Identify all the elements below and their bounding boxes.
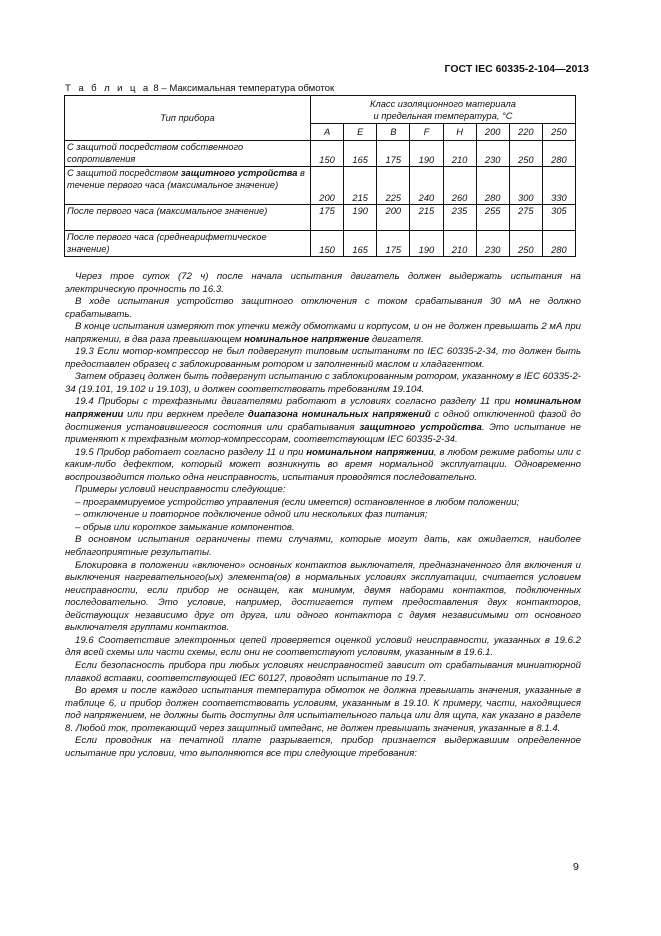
- text-run: 19.3 Если мотор-компрессор не был подвергнут типовым испытаниям по IEC 60335-2-34, то должен быть предоставлен образец с заблокированным ротором и заполненный маслом и хладагентом.: [65, 346, 581, 370]
- table-cell: 175: [377, 141, 410, 167]
- table-cell: 200: [377, 205, 410, 231]
- body-text: [65, 271, 581, 760]
- header-class-220: 220: [509, 124, 542, 141]
- paragraph: [65, 497, 581, 510]
- text-run: 19.5 Прибор работает согласно разделу 11 и при: [75, 446, 307, 458]
- bold-term: номинальном напряжении: [65, 396, 581, 421]
- header-class-b: B: [377, 124, 410, 141]
- row-label: [65, 141, 311, 167]
- table-cell: 210: [443, 141, 476, 167]
- table-cell: 150: [311, 141, 344, 167]
- table-cell: 190: [344, 205, 377, 231]
- table-row: [65, 231, 576, 257]
- header-class-200: 200: [476, 124, 509, 141]
- header-class-e: E: [344, 124, 377, 141]
- table-cell: 175: [377, 231, 410, 257]
- table-cell: 190: [410, 231, 443, 257]
- row-label: [65, 167, 311, 205]
- text-run: Через трое суток (72 ч) после начала испытания двигатель должен выдержать испытания на электрическую прочность по 16.3.: [65, 271, 581, 295]
- table-cell: 280: [542, 141, 575, 167]
- text-run: или при верхнем пределе: [123, 409, 248, 421]
- text-run: 19.4 Приборы с трехфазными двигателями работают в условиях согласно разделу 11 при: [75, 396, 515, 408]
- table-cell: 305: [542, 205, 575, 231]
- text-run: Если проводник на печатной плате разрывается, прибор признается выдержавшим определенное испытание при условии, что выполняются все три следующие требования:: [65, 735, 581, 759]
- page-number: 9: [573, 861, 579, 873]
- header-class-h: H: [443, 124, 476, 141]
- table-cell: 240: [410, 167, 443, 205]
- table-cell: 165: [344, 141, 377, 167]
- table-cell: 225: [377, 167, 410, 205]
- table-cell: 165: [344, 231, 377, 257]
- bold-term: номинальном напряжении: [306, 446, 434, 458]
- table-cell: 175: [311, 205, 344, 231]
- table-cell: 190: [410, 141, 443, 167]
- header-class-a: A: [311, 124, 344, 141]
- row-label: [65, 231, 311, 257]
- table-cell: 230: [476, 231, 509, 257]
- table-cell: 250: [509, 141, 542, 167]
- table-cell: 330: [542, 167, 575, 205]
- text-run: В конце испытания измеряют ток утечки между обмотками и корпусом, и он не должен превышать 2 мА при напряжении, в два раза превышающем: [65, 321, 581, 345]
- text-run: – отключение и повторное подключение одной или нескольких фаз питания;: [75, 509, 428, 521]
- paragraph: [65, 447, 581, 485]
- paragraph: [65, 522, 581, 535]
- table-caption: [65, 83, 334, 94]
- text-run: , в любом режиме работы или с каким-либо дефектом, который может возникнуть во время нормальной эксплуатации. Одновременно воспроизводится только одна неисправность, испытания проводятся последовательно.: [65, 446, 581, 483]
- table-cell: 280: [542, 231, 575, 257]
- text-run: 19.6 Соответствие электронных цепей проверяется оценкой условий неисправности, указанных в 19.6.2 для всей схемы или части схемы, если они не соответствуют условиям, указанным в 19.6.1.: [65, 634, 581, 659]
- table-cell: 215: [344, 167, 377, 205]
- table-cell: 255: [476, 205, 509, 231]
- text-run: Примеры условий неисправности следующие:: [75, 484, 286, 496]
- text-run: с одной отключенной фазой до достижения установившегося состояния или срабатывания: [65, 409, 581, 433]
- table-cell: 260: [443, 167, 476, 205]
- paragraph: [65, 509, 581, 522]
- table-caption-number: 8: [153, 83, 159, 94]
- table-cell: 200: [311, 167, 344, 205]
- max-winding-temperature-table: [64, 95, 576, 257]
- text-run: С защитой посредством собственного сопротивления: [67, 142, 244, 164]
- text-run: В основном испытания ограничены теми случаями, которые могут дать, как ожидается, наиболее неблагоприятные результаты.: [65, 534, 581, 559]
- table-row: [65, 167, 576, 205]
- text-run: – программируемое устройство управления (если имеется) остановленное в любом положении;: [75, 496, 520, 508]
- paragraph: [65, 484, 581, 497]
- table-cell: 275: [509, 205, 542, 231]
- bold-term: защитного устройства: [359, 421, 482, 433]
- text-run: После первого часа (среднеарифметическое значение): [67, 232, 267, 254]
- text-run: в течение первого часа (максимальное значение): [67, 168, 305, 190]
- bold-term: номинальное напряжение: [244, 333, 370, 345]
- text-run: С защитой посредством: [67, 168, 181, 178]
- paragraph: [65, 271, 581, 296]
- header-device-type: Тип прибора: [65, 96, 311, 141]
- bold-term: диапазона номинальных напряжений: [247, 409, 431, 421]
- table-caption-prefix: Т а б л и ц а: [65, 83, 151, 94]
- paragraph: [65, 296, 581, 321]
- paragraph: [65, 371, 581, 396]
- text-run: Если безопасность прибора при любых условиях неисправностей зависит от срабатывания миниатюрной плавкой вставки, соответствующей IEC 60127, проводят испытание по 19.7.: [65, 659, 581, 684]
- text-run: . Это испытание не применяют к трехфазным мотор-компрессорам, соответствующим IEC 60335-2-34.: [65, 421, 581, 446]
- header-class-250: 250: [542, 124, 575, 141]
- header-class-f: F: [410, 124, 443, 141]
- table-caption-title: – Максимальная температура обмоток: [161, 83, 335, 94]
- table-cell: 280: [476, 167, 509, 205]
- table-cell: 230: [476, 141, 509, 167]
- text-run: Затем образец должен быть подвергнут испытанию с заблокированным ротором, указанному в IEC 60335-2-34 (19.101, 19.102 и 19.103), и должен соответствовать требованиям 19.104.: [65, 371, 581, 395]
- text-run: – обрыв или короткое замыкание компонентов.: [75, 521, 295, 533]
- text-run: После первого часа (максимальное значение): [67, 206, 268, 216]
- table-cell: 210: [443, 231, 476, 257]
- table-cell: 215: [410, 205, 443, 231]
- bold-term: защитного устройства: [180, 168, 298, 178]
- header-insulation-class: [311, 96, 576, 124]
- table-cell: 300: [509, 167, 542, 205]
- paragraph: [65, 735, 581, 760]
- text-run: Во время и после каждого испытания температура обмоток не должна превышать значения, указанные в таблице 6, и прибор должен соответствовать условиям, указанным в 19.10. К примеру, части, находящиеся под напряжением, не должны быть доступны для испытательного пальца или для щупа, как указано в разделе 8. Любой ток, протекающий через защитный импеданс, не должен превышать значения, указанные в 8.1.4.: [65, 685, 581, 734]
- text-run: двигателя.: [369, 333, 424, 345]
- table-cell: 150: [311, 231, 344, 257]
- text-run: Блокировка в положении «включено» основных контактов выключателя, предназначенного для включения и выключения нагревательного(ых) элемента(ов) в нормальных условиях эксплуатации, считается условием неисправности, если прибор не оснащен, как минимум, двумя наборами контактов, подключенных последовательно. Это условие, например, достигается путем предоставления двух контакторов, действующих независимо друг от друга, или одного контактора с двумя независимыми от основного выключателя группами контактов.: [65, 559, 581, 634]
- table-row: [65, 141, 576, 167]
- paragraph: [65, 346, 581, 371]
- table-cell: 250: [509, 231, 542, 257]
- paragraph: [65, 396, 581, 446]
- header-class-line2: и предельная температура, °C: [373, 110, 513, 121]
- paragraph: [65, 660, 581, 685]
- document-code: ГОСТ IEC 60335-2-104—2013: [444, 63, 589, 75]
- paragraph: [65, 560, 581, 635]
- paragraph: [65, 685, 581, 735]
- paragraph: [65, 534, 581, 559]
- paragraph: [65, 321, 581, 346]
- paragraph: [65, 635, 581, 660]
- table-cell: 235: [443, 205, 476, 231]
- header-class-line1: Класс изоляционного материала: [370, 98, 516, 109]
- table-row: [65, 205, 576, 231]
- row-label: [65, 205, 311, 231]
- text-run: В ходе испытания устройство защитного отключения с током срабатывания 30 мА не должно срабатывать.: [65, 296, 581, 320]
